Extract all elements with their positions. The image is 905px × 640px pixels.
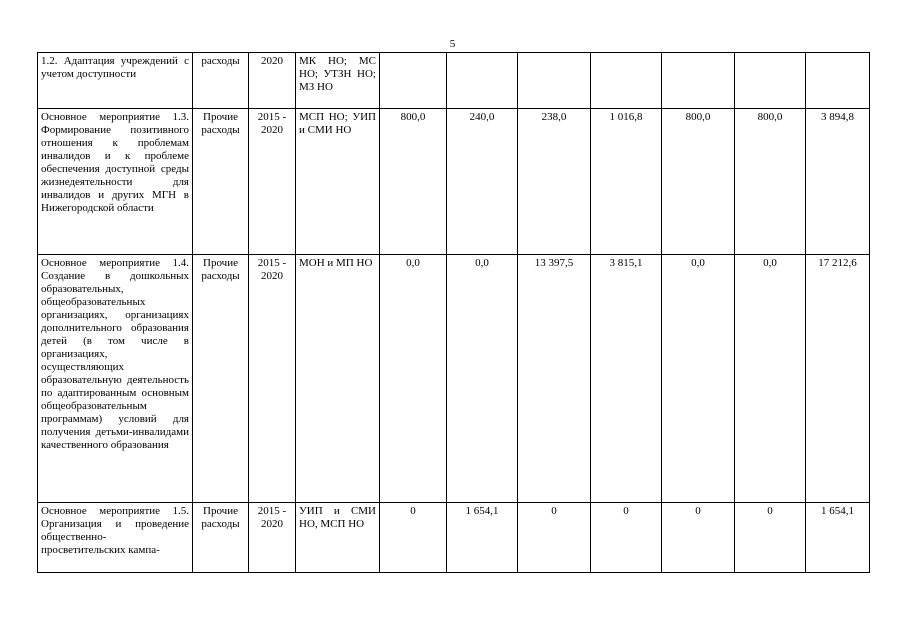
value-cell: 800,0 bbox=[662, 109, 735, 255]
period-cell: 2015 - 2020 bbox=[249, 255, 296, 503]
value-cell: 0,0 bbox=[735, 255, 806, 503]
period-cell: 2015 - 2020 bbox=[249, 109, 296, 255]
value-cell: 238,0 bbox=[518, 109, 591, 255]
value-cell bbox=[518, 53, 591, 109]
expense-type-cell: Прочие расходы bbox=[193, 503, 249, 573]
value-cell bbox=[735, 53, 806, 109]
table-body bbox=[38, 53, 870, 573]
value-cell: 3 894,8 bbox=[806, 109, 870, 255]
value-cell: 0 bbox=[380, 503, 447, 573]
value-cell: 0 bbox=[735, 503, 806, 573]
value-cell: 3 815,1 bbox=[591, 255, 662, 503]
value-cell: 800,0 bbox=[380, 109, 447, 255]
responsible-cell: МК НО; МС НО; УТЗН НО; МЗ НО bbox=[296, 53, 380, 109]
table-row bbox=[38, 53, 870, 109]
expense-type-cell: Прочие расходы bbox=[193, 109, 249, 255]
value-cell: 1 654,1 bbox=[806, 503, 870, 573]
value-cell: 0,0 bbox=[380, 255, 447, 503]
page-number: 5 bbox=[449, 38, 456, 50]
value-cell: 240,0 bbox=[447, 109, 518, 255]
value-cell: 800,0 bbox=[735, 109, 806, 255]
activity-description-cell: Основное мероприятие 1.3. Формирование позитивного отношения к проблемам инвалидов и к проблеме обеспечения доступной среды жизнедеятельности для инвалидов и других МГН в Нижегородской области bbox=[38, 109, 193, 255]
responsible-cell: МСП НО; УИП и СМИ НО bbox=[296, 109, 380, 255]
value-cell: 0 bbox=[518, 503, 591, 573]
value-cell: 13 397,5 bbox=[518, 255, 591, 503]
expense-type-cell: Прочие расходы bbox=[193, 255, 249, 503]
activity-description-cell: Основное мероприятие 1.4. Создание в дошкольных образовательных, общеобразовательных организациях, организациях дополнительного образования детей (в том числе в организациях, осуществляющих образовательную деятельность по адаптированным основным общеобразовательным программам) условий для получения детьми-инвалидами качественного образования bbox=[38, 255, 193, 503]
value-cell bbox=[662, 53, 735, 109]
value-cell bbox=[447, 53, 518, 109]
value-cell: 0,0 bbox=[662, 255, 735, 503]
expense-type-cell: расходы bbox=[193, 53, 249, 109]
value-cell: 0 bbox=[591, 503, 662, 573]
value-cell: 0 bbox=[662, 503, 735, 573]
table-row bbox=[38, 109, 870, 255]
value-cell: 17 212,6 bbox=[806, 255, 870, 503]
responsible-cell: МОН и МП НО bbox=[296, 255, 380, 503]
value-cell: 1 016,8 bbox=[591, 109, 662, 255]
activity-description-cell: Основное мероприятие 1.5. Организация и проведение общественно-просветительских кампа- bbox=[38, 503, 193, 573]
value-cell: 0,0 bbox=[447, 255, 518, 503]
value-cell bbox=[380, 53, 447, 109]
table-row bbox=[38, 503, 870, 573]
value-cell: 1 654,1 bbox=[447, 503, 518, 573]
value-cell bbox=[806, 53, 870, 109]
period-cell: 2020 bbox=[249, 53, 296, 109]
period-cell: 2015 - 2020 bbox=[249, 503, 296, 573]
table-row bbox=[38, 255, 870, 503]
budget-table bbox=[37, 52, 870, 573]
value-cell bbox=[591, 53, 662, 109]
responsible-cell: УИП и СМИ НО, МСП НО bbox=[296, 503, 380, 573]
activity-description-cell: 1.2. Адаптация учреждений с учетом доступности bbox=[38, 53, 193, 109]
